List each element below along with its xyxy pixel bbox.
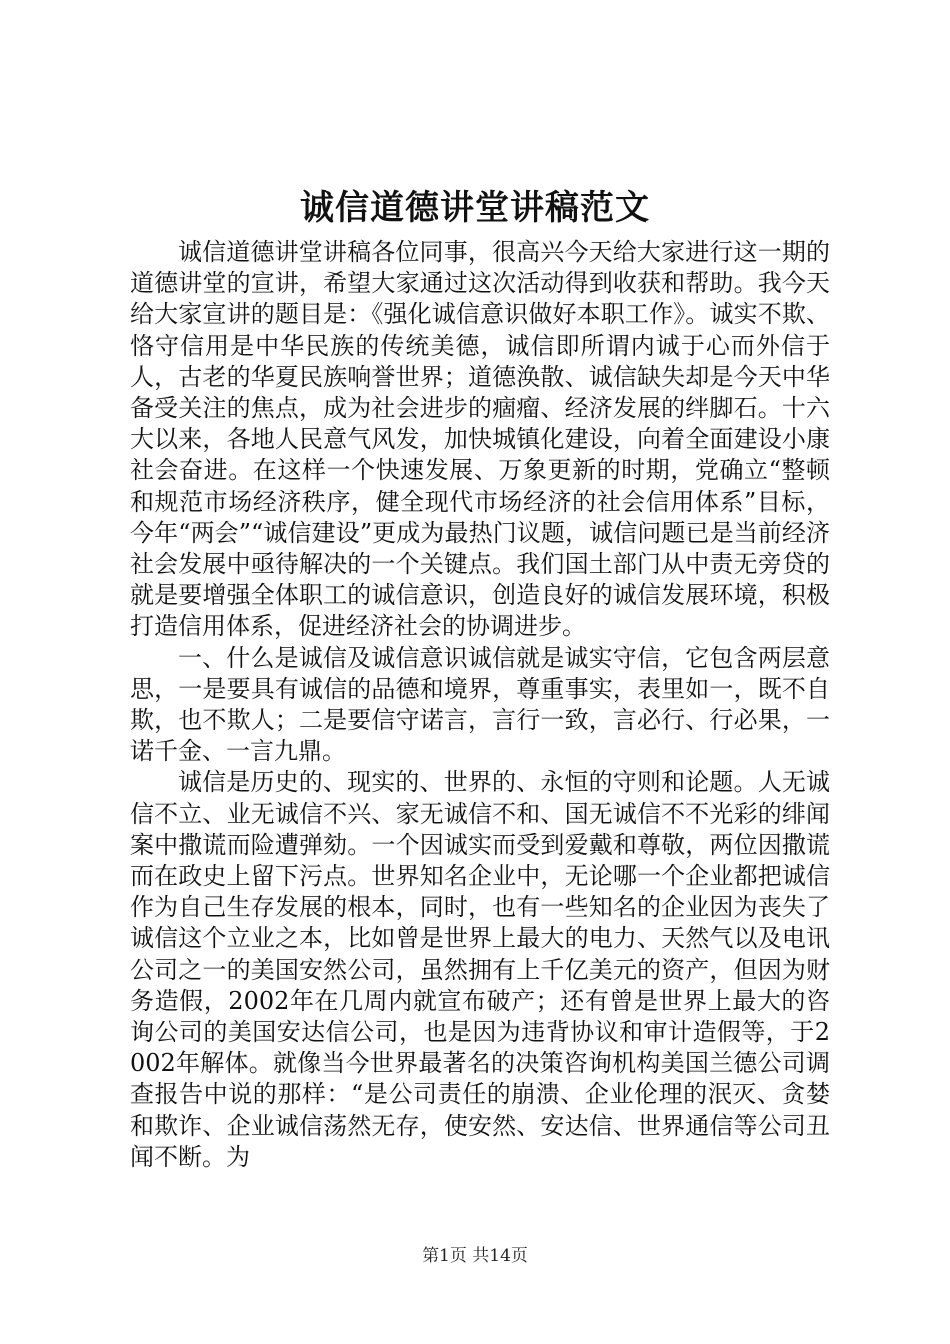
paragraph-2: 一、什么是诚信及诚信意识诚信就是诚实守信，它包含两层意思，一是要具有诚信的品德和境界，尊重事实，表里如一，既不自欺，也不欺人；二是要信守诺言，言行一致，言必行、行必果，一诺千金、一言九鼎。 — [130, 643, 830, 766]
document-body — [130, 237, 830, 1173]
document-title: 诚信道德讲堂讲稿范文 — [300, 188, 650, 228]
paragraph-3: 诚信是历史的、现实的、世界的、永恒的守则和论题。人无诚信不立、业无诚信不兴、家无诚信不和、国无诚信不不光彩的绯闻案中撒谎而险遭弹劾。一个因诚实而受到爱戴和尊敬，两位因撒谎而在政史上留下污点。世界知名企业中，无论哪一个企业都把诚信作为自己生存发展的根本，同时，也有一些知名的企业因为丧失了诚信这个立业之本，比如曾是世界上最大的电力、天然气以及电讯公司之一的美国安然公司，虽然拥有上千亿美元的资产，但因为财务造假，2002年在几周内就宣布破产；还有曾是世界上最大的咨询公司的美国安达信公司，也是因为违背协议和审计造假等，于2002年解体。就像当今世界最著名的决策咨询机构美国兰德公司调查报告中说的那样：“是公司责任的崩溃、企业伦理的泯灭、贪婪和欺诈、企业诚信荡然无存，使安然、安达信、世界通信等公司丑闻不断。为 — [130, 768, 830, 1171]
page-number-footer: 第1页 共14页 — [422, 1246, 528, 1266]
paragraph-1: 诚信道德讲堂讲稿各位同事，很高兴今天给大家进行这一期的道德讲堂的宣讲，希望大家通过这次活动得到收获和帮助。我今天给大家宣讲的题目是：《强化诚信意识做好本职工作》。诚实不欺、恪守信用是中华民族的传统美德，诚信即所谓内诚于心而外信于人，古老的华夏民族响誉世界；道德涣散、诚信缺失却是今天中华备受关注的焦点，成为社会进步的痼瘤、经济发展的绊脚石。十六大以来，各地人民意气风发，加快城镇化建设，向着全面建设小康社会奋进。在这样一个快速发展、万象更新的时期，党确立“整顿和规范市场经济秩序，健全现代市场经济的社会信用体系”目标，今年“两会”“诚信建设”更成为最热门议题，诚信问题已是当前经济社会发展中亟待解决的一个关键点。我们国土部门从中责无旁贷的就是要增强全体职工的诚信意识，创造良好的诚信发展环境，积极打造信用体系，促进经济社会的协调进步。 — [130, 238, 830, 641]
